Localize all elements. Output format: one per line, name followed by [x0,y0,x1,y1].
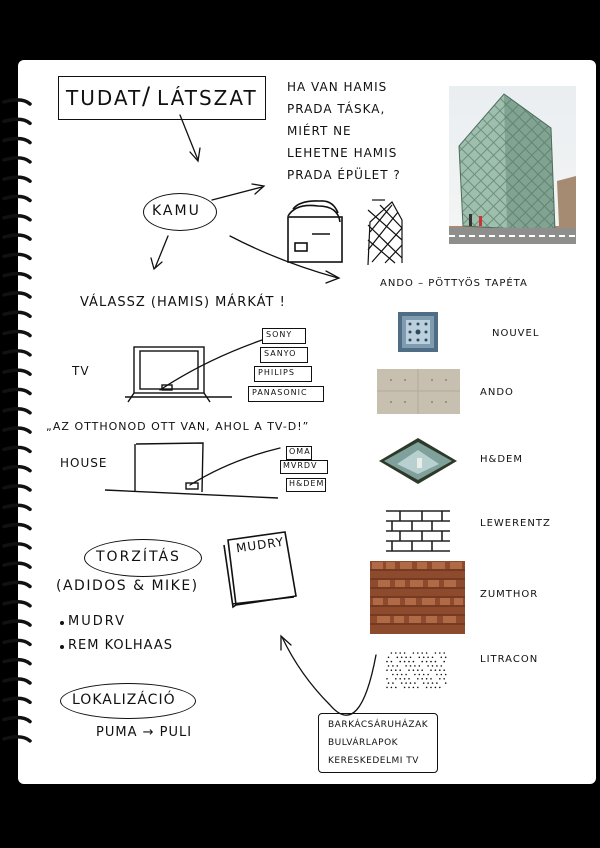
title-slash: / [142,82,152,110]
question-line: PRADA ÉPÜLET ? [287,168,401,182]
herzog-swatch [377,436,459,486]
house-brand-label: MVRDV [283,461,318,470]
kamu-label: KAMU [152,203,201,219]
tv-brand-panasonic: PANASONIC [252,388,308,397]
spiral-ring [4,100,30,104]
home-quote: „AZ OTTHONOD OTT VAN, AHOL A TV-D!” [46,420,310,433]
material-label: NOUVEL [492,328,540,339]
spiral-ring [4,196,30,200]
spiral-ring [4,544,30,548]
tv-label: TV [72,364,90,378]
zumthor-swatch [370,561,465,634]
spiral-ring [4,139,30,143]
spiral-ring [4,177,30,181]
lokalizacio-label: LOKALIZÁCIÓ [72,692,176,708]
spiral-ring [4,525,30,529]
question-line: LEHETNE HAMIS [287,146,398,160]
spiral-ring [4,737,30,741]
spiral-ring [4,216,30,220]
spiral-ring [4,582,30,586]
spiral-ring [4,389,30,393]
torzitas-label: TORZÍTÁS [96,549,181,565]
book-title: MUDRY [235,534,286,556]
spiral-ring [4,698,30,702]
spiral-ring [4,254,30,258]
question-line: PRADA TÁSKA, [287,102,386,116]
spiral-ring [4,621,30,625]
tv-brand-philips: PHILIPS [258,368,295,377]
prada-building-photo [449,86,576,244]
ando-swatch [377,369,460,414]
material-label: LITRACON [480,654,539,665]
spiral-ring [4,409,30,413]
title-left: TUDAT [66,86,143,110]
spiral-ring [4,158,30,162]
note-line: BULVÁRLAPOK [328,738,399,748]
tv-brand-sanyo: SANYO [264,349,297,358]
choose-brand-text: VÁLASSZ (HAMIS) MÁRKÁT ! [80,295,286,310]
spiral-ring [4,679,30,683]
note-line: KERESKEDELMI TV [328,756,419,766]
note-line: BARKÁCSÁRUHÁZAK [328,720,429,730]
spiral-ring [4,486,30,490]
spiral-ring [4,602,30,606]
puma-puli: PUMA → PULI [96,725,193,740]
spiral-ring [4,274,30,278]
material-label: ANDO [480,387,514,398]
spiral-ring [4,563,30,567]
question-line: HA VAN HAMIS [287,80,388,94]
spiral-binding [0,92,34,752]
spiral-ring [4,119,30,123]
material-label: H&DEM [480,454,523,465]
spiral-ring [4,428,30,432]
tv-brand-sony: SONY [266,330,293,339]
spiral-ring [4,312,30,316]
material-label: ZUMTHOR [480,589,539,600]
litracon-swatch [384,650,448,692]
adidos-text: (ADIDOS & MIKE) [56,578,199,594]
spiral-ring [4,718,30,722]
spiral-ring [4,235,30,239]
bullet-mudrv: MUDRV [68,614,126,629]
title-right: LÁTSZAT [157,86,258,110]
house-brand-label: H&DEM [289,479,325,488]
house-label: HOUSE [60,456,108,470]
house-brand-label: OMA [289,447,311,456]
spiral-ring [4,447,30,451]
spiral-ring [4,351,30,355]
nouvel-swatch [398,312,438,352]
spiral-ring [4,640,30,644]
lewerentz-swatch [386,505,450,552]
question-line: MIÉRT NE [287,124,352,138]
spiral-ring [4,370,30,374]
spiral-ring [4,332,30,336]
spiral-ring [4,467,30,471]
spiral-ring [4,293,30,297]
spiral-ring [4,505,30,509]
material-label: LEWERENTZ [480,518,551,529]
ando-title: ANDO – PÖTTYÖS TAPÉTA [380,278,528,289]
spiral-ring [4,660,30,664]
bullet-rem-kolhaas: REM KOLHAAS [68,638,174,653]
